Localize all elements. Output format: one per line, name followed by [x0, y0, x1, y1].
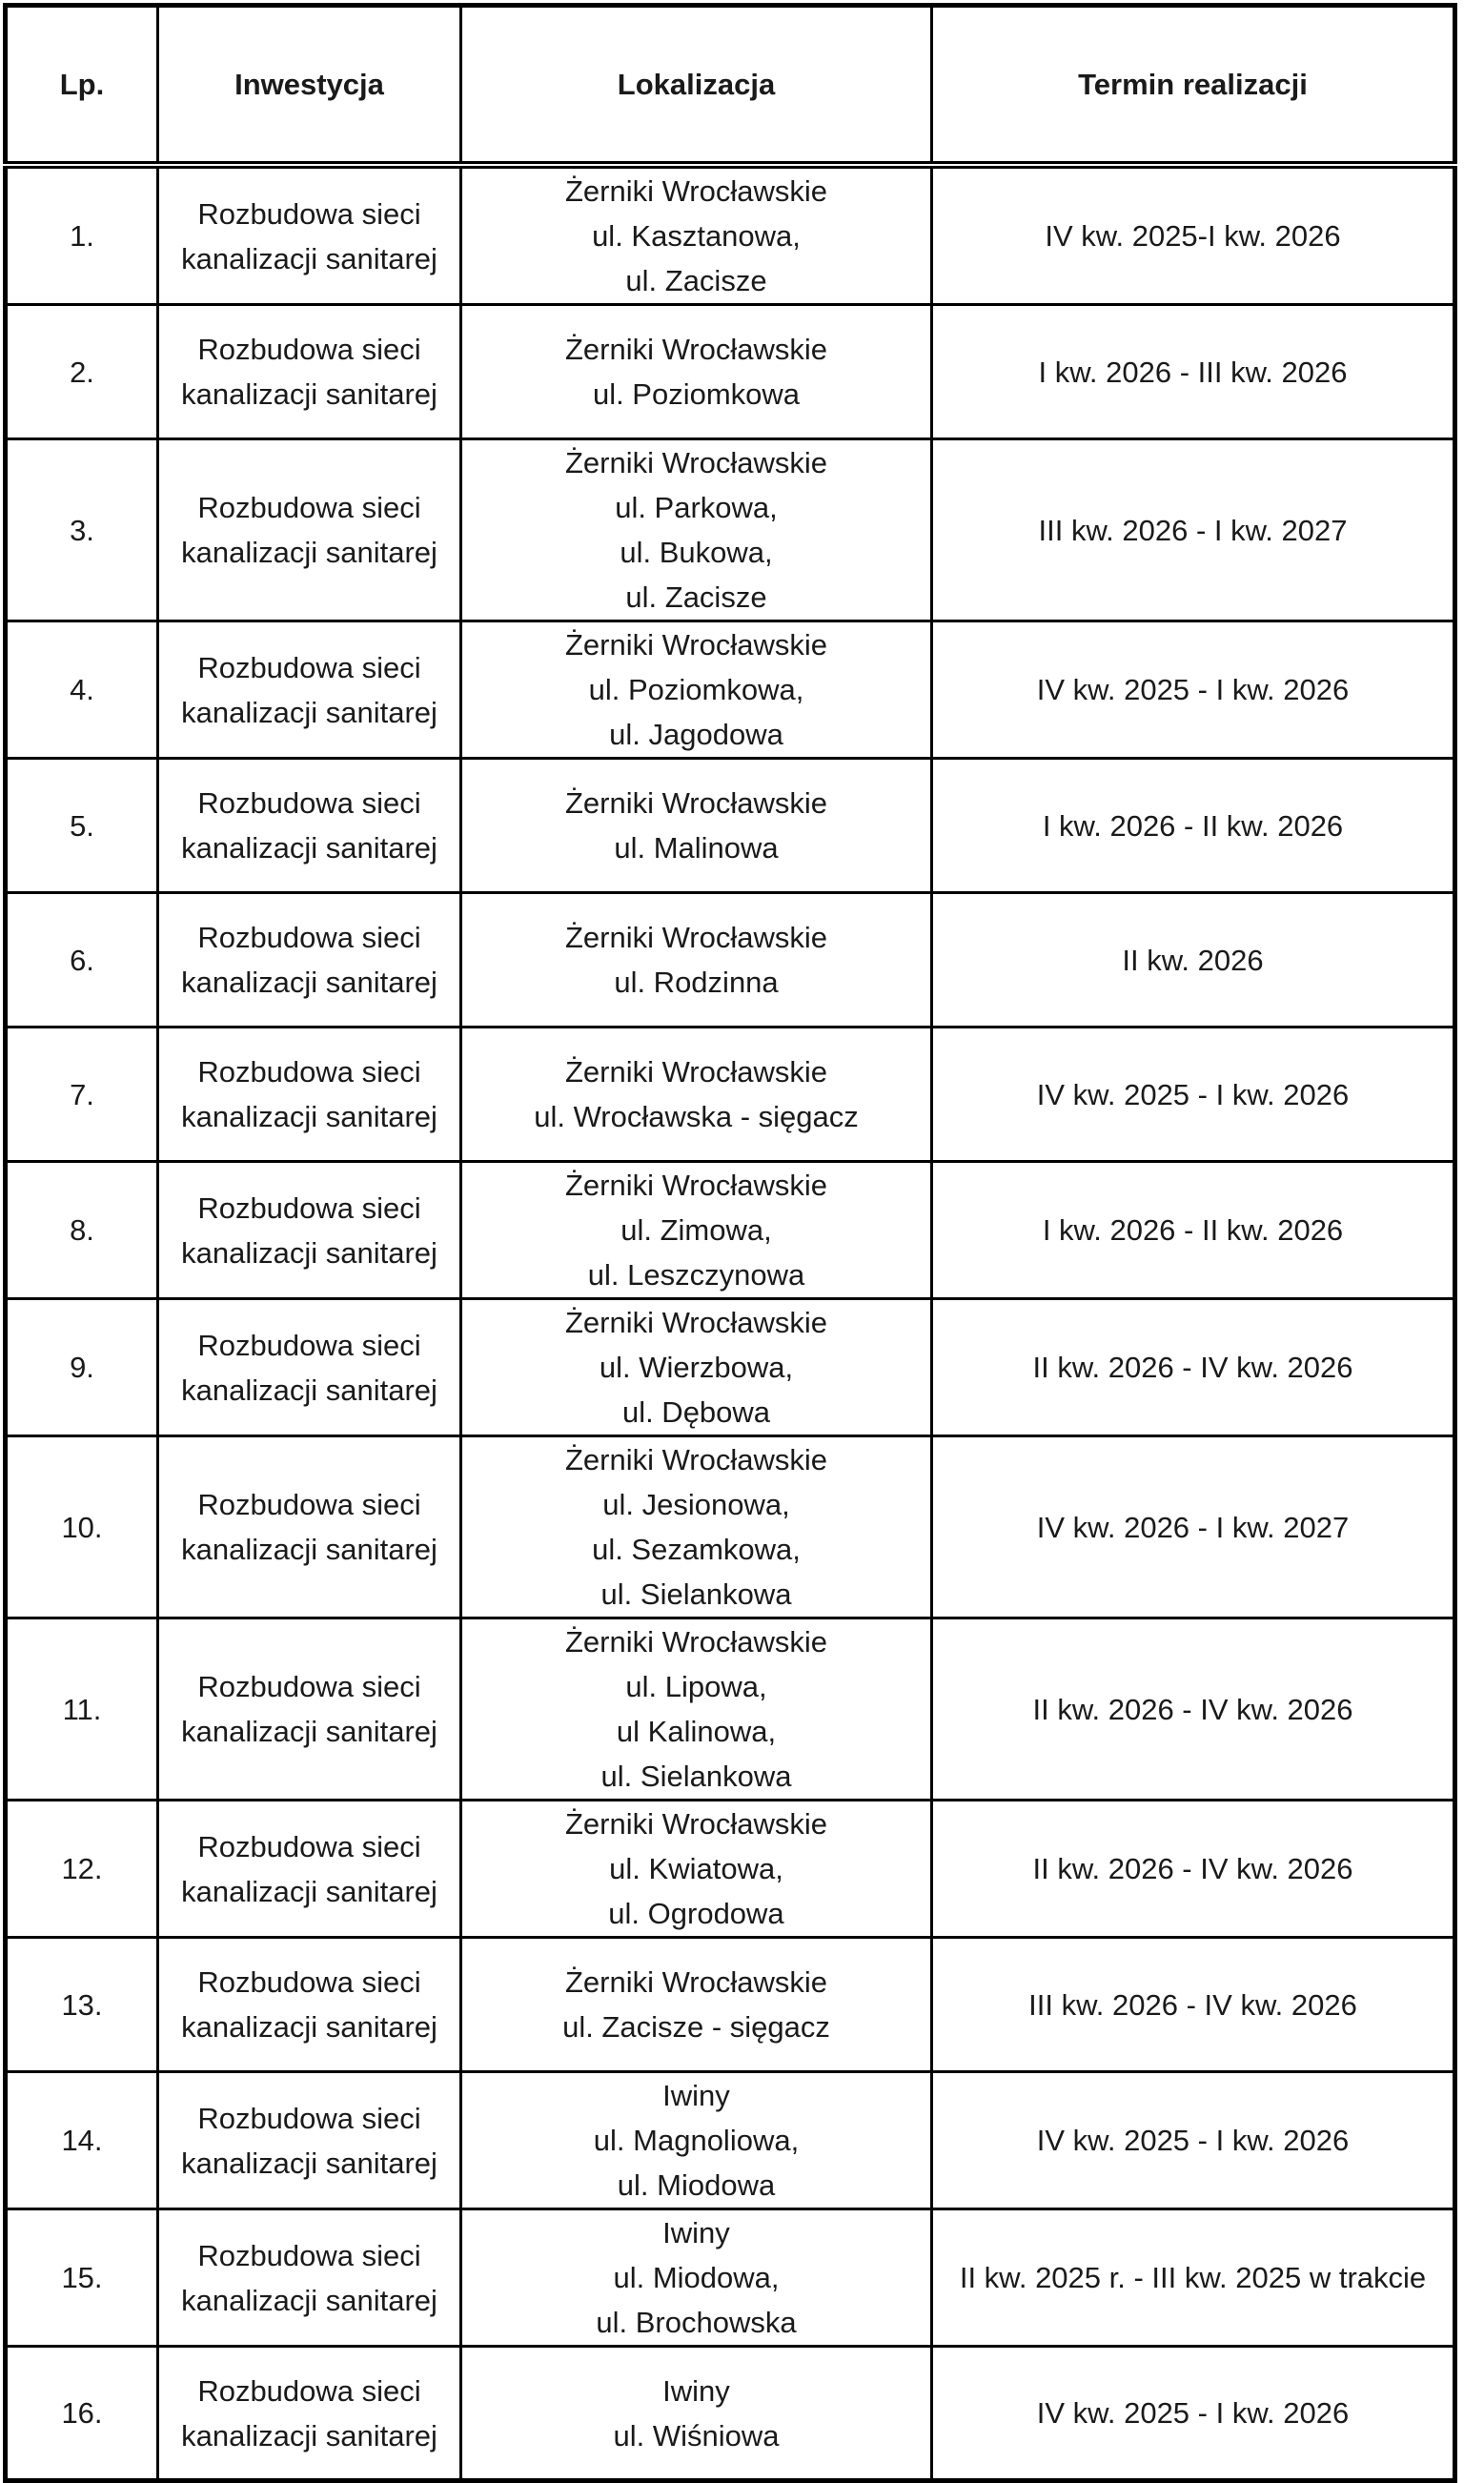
lokalizacja-line: ul. Miodowa [617, 2168, 776, 2202]
cell-inwestycja [158, 2347, 461, 2481]
inwestycja-line: kanalizacji sanitarej [181, 1373, 437, 1407]
inwestycja-line: Rozbudowa sieci [197, 491, 421, 524]
cell-lp: 5. [6, 759, 158, 893]
inwestycja-line: kanalizacji sanitarej [181, 1533, 437, 1566]
cell-termin: II kw. 2026 - IV kw. 2026 [932, 1801, 1455, 1938]
table-row [6, 893, 1455, 1028]
cell-termin: II kw. 2025 r. - III kw. 2025 w trakcie [932, 2209, 1455, 2347]
inwestycja-line: Rozbudowa sieci [197, 921, 421, 954]
inwestycja-line: kanalizacji sanitarej [181, 536, 437, 569]
cell-inwestycja [158, 759, 461, 893]
lokalizacja-line: Żerniki Wrocławskie [564, 1443, 828, 1476]
inwestycja-line: Rozbudowa sieci [197, 1328, 421, 1362]
inwestycja-line: kanalizacji sanitarej [181, 1235, 437, 1270]
inwestycja-line: kanalizacji sanitarej [181, 2418, 437, 2452]
inwestycja-line: Rozbudowa sieci [197, 2238, 421, 2272]
table-row [6, 165, 1455, 305]
table-row [6, 305, 1455, 439]
cell-lokalizacja [461, 305, 932, 439]
inwestycja-line: Rozbudowa sieci [197, 1488, 421, 1521]
cell-lp: 14. [6, 2072, 158, 2209]
lokalizacja-line: ul. Zacisze [625, 580, 767, 614]
table-row [6, 621, 1455, 759]
lokalizacja-line: ul. Kasztanowa, [592, 219, 801, 253]
cell-lp: 12. [6, 1801, 158, 1938]
inwestycja-line: Rozbudowa sieci [197, 196, 421, 231]
cell-termin: I kw. 2026 - II kw. 2026 [932, 1162, 1455, 1299]
cell-inwestycja [158, 305, 461, 439]
lokalizacja-line: ul. Wierzbowa, [599, 1351, 794, 1384]
inwestycja-line: Rozbudowa sieci [197, 1670, 421, 1703]
table-row [6, 2347, 1455, 2481]
cell-lokalizacja [461, 1938, 932, 2072]
cell-lokalizacja [461, 2072, 932, 2209]
inwestycja-line: Rozbudowa sieci [197, 2373, 421, 2408]
cell-lp: 7. [6, 1028, 158, 1162]
lokalizacja-line: Żerniki Wrocławskie [564, 1306, 828, 1339]
table-row [6, 439, 1455, 621]
table-row [6, 1162, 1455, 1299]
lokalizacja-line: ul. Magnoliowa, [593, 2124, 800, 2157]
lokalizacja-line: Iwiny [662, 2373, 730, 2408]
cell-inwestycja [158, 893, 461, 1028]
inwestycja-line: Rozbudowa sieci [197, 333, 421, 366]
investment-table [3, 3, 1457, 2483]
inwestycja-line: kanalizacji sanitarej [181, 377, 437, 411]
lokalizacja-line: ul. Jesionowa, [602, 1488, 790, 1521]
lokalizacja-line: ul. Lipowa, [625, 1670, 767, 1703]
cell-lokalizacja [461, 1299, 932, 1436]
inwestycja-line: Rozbudowa sieci [197, 1829, 421, 1863]
lokalizacja-line: ul. Sezamkowa, [592, 1533, 801, 1566]
table-row [6, 759, 1455, 893]
cell-inwestycja [158, 1436, 461, 1618]
lokalizacja-line: Iwiny [662, 2216, 730, 2249]
lokalizacja-line: Żerniki Wrocławskie [564, 446, 828, 479]
lokalizacja-line: ul. Malinowa [614, 831, 779, 865]
cell-lp: 8. [6, 1162, 158, 1299]
cell-lp: 6. [6, 893, 158, 1028]
table-row [6, 1028, 1455, 1162]
table-row [6, 1938, 1455, 2072]
table-body [6, 165, 1455, 2481]
cell-termin: II kw. 2026 - IV kw. 2026 [932, 1618, 1455, 1801]
lokalizacja-line: ul. Zacisze - sięgacz [562, 2010, 830, 2044]
cell-inwestycja [158, 1299, 461, 1436]
lokalizacja-line: ul. Wiśniowa [613, 2418, 780, 2452]
cell-lp: 15. [6, 2209, 158, 2347]
cell-lokalizacja [461, 2347, 932, 2481]
cell-lp: 4. [6, 621, 158, 759]
lokalizacja-line: ul. Rodzinna [614, 966, 779, 999]
header-termin: Termin realizacji [932, 6, 1455, 166]
lokalizacja-line: ul. Bukowa, [620, 536, 773, 569]
lokalizacja-line: ul. Sielankowa [600, 1577, 792, 1611]
cell-lp: 10. [6, 1436, 158, 1618]
cell-lokalizacja [461, 1162, 932, 1299]
lokalizacja-line: ul. Poziomkowa, [588, 673, 804, 706]
table-row [6, 1299, 1455, 1436]
lokalizacja-line: ul. Zacisze [625, 264, 767, 297]
lokalizacja-line: Żerniki Wrocławskie [564, 1169, 828, 1202]
header-lokalizacja: Lokalizacja [461, 6, 932, 166]
lokalizacja-line: Iwiny [662, 2079, 730, 2112]
lokalizacja-line: ul. Parkowa, [615, 491, 778, 524]
inwestycja-line: Rozbudowa sieci [197, 650, 421, 684]
cell-lp: 1. [6, 165, 158, 305]
lokalizacja-line: Żerniki Wrocławskie [564, 1055, 828, 1089]
table-row [6, 2072, 1455, 2209]
lokalizacja-line: Żerniki Wrocławskie [564, 333, 828, 366]
lokalizacja-line: ul. Dębowa [621, 1395, 771, 1429]
lokalizacja-line: Żerniki Wrocławskie [564, 786, 828, 820]
lokalizacja-line: ul. Miodowa, [613, 2261, 780, 2294]
cell-termin: IV kw. 2026 - I kw. 2027 [932, 1436, 1455, 1618]
cell-inwestycja [158, 165, 461, 305]
lokalizacja-line: ul. Poziomkowa [592, 377, 801, 411]
cell-lokalizacja [461, 1801, 932, 1938]
cell-inwestycja [158, 1162, 461, 1299]
table-row [6, 1618, 1455, 1801]
cell-termin: III kw. 2026 - IV kw. 2026 [932, 1938, 1455, 2072]
cell-inwestycja [158, 1028, 461, 1162]
inwestycja-line: kanalizacji sanitarej [181, 1874, 437, 1908]
inwestycja-line: Rozbudowa sieci [197, 1965, 421, 1999]
cell-termin: II kw. 2026 - IV kw. 2026 [932, 1299, 1455, 1436]
cell-lokalizacja [461, 1618, 932, 1801]
lokalizacja-line: Żerniki Wrocławskie [564, 174, 828, 208]
lokalizacja-line: ul. Leszczynowa [587, 1258, 805, 1292]
lokalizacja-line: Żerniki Wrocławskie [564, 921, 828, 954]
cell-lokalizacja [461, 893, 932, 1028]
cell-termin: IV kw. 2025 - I kw. 2026 [932, 2072, 1455, 2209]
cell-inwestycja [158, 2209, 461, 2347]
lokalizacja-line: ul Kalinowa, [616, 1715, 777, 1748]
cell-termin: I kw. 2026 - III kw. 2026 [932, 305, 1455, 439]
inwestycja-line: kanalizacji sanitarej [181, 241, 437, 275]
inwestycja-line: kanalizacji sanitarej [181, 1715, 437, 1748]
cell-inwestycja [158, 1618, 461, 1801]
cell-lp: 9. [6, 1299, 158, 1436]
cell-lokalizacja [461, 2209, 932, 2347]
cell-termin: IV kw. 2025 - I kw. 2026 [932, 621, 1455, 759]
inwestycja-line: Rozbudowa sieci [197, 786, 421, 820]
lokalizacja-line: ul. Ogrodowa [608, 1897, 784, 1930]
inwestycja-line: kanalizacji sanitarej [181, 831, 437, 865]
lokalizacja-line: ul. Jagodowa [609, 718, 783, 751]
lokalizacja-line: ul. Sielankowa [600, 1760, 792, 1793]
inwestycja-line: kanalizacji sanitarej [181, 1100, 437, 1133]
cell-termin: III kw. 2026 - I kw. 2027 [932, 439, 1455, 621]
cell-lokalizacja [461, 1436, 932, 1618]
cell-lp: 13. [6, 1938, 158, 2072]
inwestycja-line: kanalizacji sanitarej [181, 2146, 437, 2180]
lokalizacja-line: Żerniki Wrocławskie [564, 1807, 828, 1841]
table-row [6, 1436, 1455, 1618]
inwestycja-line: kanalizacji sanitarej [181, 695, 437, 729]
inwestycja-line: kanalizacji sanitarej [181, 2010, 437, 2044]
lokalizacja-line: ul. Kwiatowa, [609, 1852, 783, 1885]
cell-termin: IV kw. 2025 - I kw. 2026 [932, 1028, 1455, 1162]
cell-termin: IV kw. 2025-I kw. 2026 [932, 165, 1455, 305]
cell-inwestycja [158, 2072, 461, 2209]
cell-termin: IV kw. 2025 - I kw. 2026 [932, 2347, 1455, 2481]
lokalizacja-line: Żerniki Wrocławskie [564, 1965, 828, 1999]
cell-lokalizacja [461, 621, 932, 759]
inwestycja-line: Rozbudowa sieci [197, 1055, 421, 1089]
cell-inwestycja [158, 621, 461, 759]
lokalizacja-line: ul. Wrocławska - sięgacz [534, 1100, 859, 1133]
header-row [6, 6, 1455, 166]
lokalizacja-line: ul. Brochowska [596, 2306, 797, 2339]
cell-inwestycja [158, 1801, 461, 1938]
inwestycja-line: Rozbudowa sieci [197, 1191, 421, 1225]
inwestycja-line: Rozbudowa sieci [197, 2101, 421, 2135]
inwestycja-line: kanalizacji sanitarej [181, 2283, 437, 2317]
cell-lp: 11. [6, 1618, 158, 1801]
table-header [6, 6, 1455, 166]
cell-lp: 3. [6, 439, 158, 621]
lokalizacja-line: ul. Zimowa, [620, 1213, 772, 1247]
cell-lokalizacja [461, 1028, 932, 1162]
inwestycja-line: kanalizacji sanitarej [181, 966, 437, 999]
lokalizacja-line: Żerniki Wrocławskie [564, 628, 828, 661]
table-row [6, 1801, 1455, 1938]
cell-lokalizacja [461, 439, 932, 621]
cell-lokalizacja [461, 759, 932, 893]
cell-inwestycja [158, 1938, 461, 2072]
header-inwestycja: Inwestycja [158, 6, 461, 166]
lokalizacja-line: Żerniki Wrocławskie [564, 1625, 828, 1659]
cell-termin: II kw. 2026 [932, 893, 1455, 1028]
cell-lp: 16. [6, 2347, 158, 2481]
cell-lp: 2. [6, 305, 158, 439]
cell-lokalizacja [461, 165, 932, 305]
cell-inwestycja [158, 439, 461, 621]
table-row [6, 2209, 1455, 2347]
cell-termin: I kw. 2026 - II kw. 2026 [932, 759, 1455, 893]
header-lp: Lp. [6, 6, 158, 166]
